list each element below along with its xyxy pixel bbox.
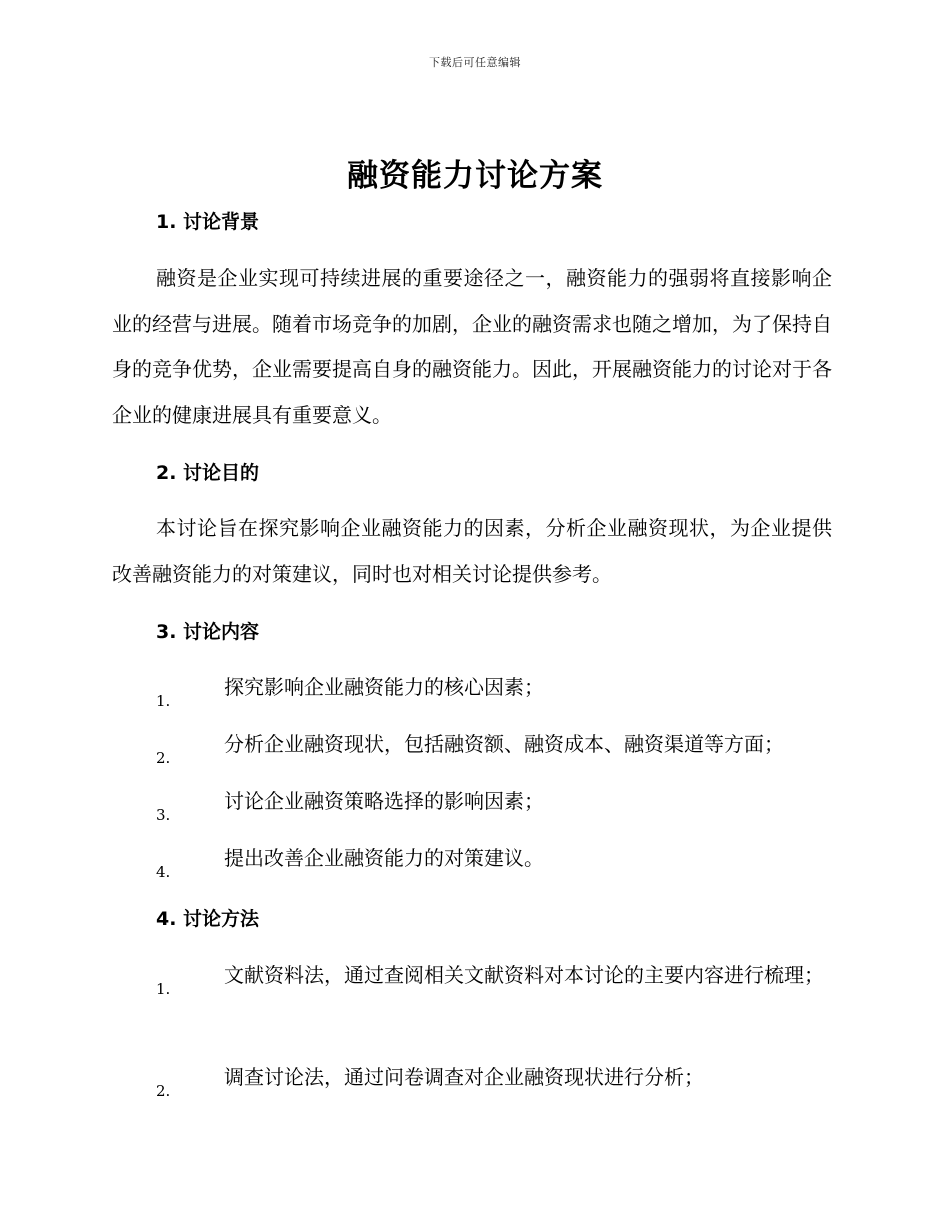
list-item [112, 665, 832, 710]
list-text: 文献资料法，通过查阅相关文献资料对本讨论的主要内容进行梳理； [224, 963, 824, 987]
section-heading-method: 4. 讨论方法 [156, 908, 260, 930]
list-number: 4. [156, 863, 171, 881]
list-text: 探究影响企业融资能力的核心因素； [224, 675, 544, 699]
list-number: 1. [156, 980, 171, 998]
list-text: 提出改善企业融资能力的对策建议。 [224, 846, 544, 870]
list-item [112, 779, 832, 824]
list-item [112, 1055, 832, 1100]
section-heading-purpose: 2. 讨论目的 [156, 462, 260, 484]
list-text: 调查讨论法，通过问卷调查对企业融资现状进行分析； [224, 1065, 704, 1089]
list-item [112, 836, 832, 881]
document-title: 融资能力讨论方案 [347, 158, 603, 194]
list-number: 2. [156, 749, 171, 767]
section-paragraph-purpose: 本讨论旨在探究影响企业融资能力的因素，分析企业融资现状，为企业提供改善融资能力的对策建议，同时也对相关讨论提供参考。 [112, 516, 832, 586]
section-paragraph-background: 融资是企业实现可持续进展的重要途径之一，融资能力的强弱将直接影响企业的经营与进展。随着市场竞争的加剧，企业的融资需求也随之增加，为了保持自身的竞争优势，企业需要提高自身的融资能力。因此，开展融资能力的讨论对于各企业的健康进展具有重要意义。 [112, 266, 832, 427]
list-text: 分析企业融资现状，包括融资额、融资成本、融资渠道等方面； [224, 732, 784, 756]
section-heading-background: 1. 讨论背景 [156, 211, 260, 233]
section-heading-content: 3. 讨论内容 [156, 621, 260, 643]
list-number: 1. [156, 692, 171, 710]
list-item [112, 953, 832, 998]
list-number: 3. [156, 806, 171, 824]
header-note: 下载后可任意编辑 [429, 56, 521, 69]
list-text: 讨论企业融资策略选择的影响因素； [224, 789, 544, 813]
list-number: 2. [156, 1082, 171, 1100]
list-item [112, 722, 832, 767]
